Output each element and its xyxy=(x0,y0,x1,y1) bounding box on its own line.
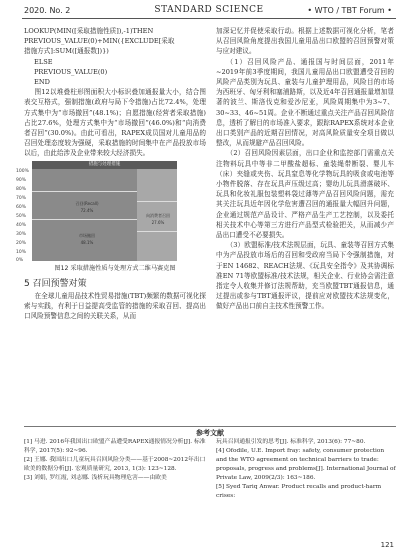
page-number: 121 xyxy=(380,541,394,549)
reference-item: [2] 王娜. 我国出口儿童玩具召回风险分类——基于2008~2012年出口欧美的数据分析[J]. 宏观质量研究, 2013, 1(3): 123~128. xyxy=(24,457,206,472)
issue-label: 2020. No. 2 xyxy=(24,6,71,15)
right-column xyxy=(216,26,394,312)
reference-item: 玩具召回通报引发的思考[J]. 标准科学, 2013(6): 77~80. xyxy=(216,439,366,445)
paragraph: （2）召回风险因素层面，出口企业和监控部门需重点关注物料玩具中等非二甲酸盐超标、童装绳带断裂、婴儿车（床）夹缝或夹伤、玩具窒息等化学物玩具的吸食或电池等小物件脱落、存在玩具声压级过高；婴幼儿玩具滑落破坏、玩具和化妆礼服包装塑料袋过薄等产品召回风险问题，需充其关注玩具近年因化学危害遭召回的通报量大幅回升问题，企业通过规范产品设计、严格产品生产工艺控制，以及委托相关技术中心等第三方进行产品型式检验把关，从而减少产品出口遭受不必要损失。 xyxy=(216,149,394,240)
y-tick: 100% xyxy=(16,168,29,174)
page-header xyxy=(0,0,418,22)
reference-item: [4] Ofodile, U.E. Import fray: safety, consumer protection and the WTO agreement on technical barriers to trade: proposals, progress and problems[J]. International Journal of Private Law, 2009(2/3): 163~186. xyxy=(216,448,396,481)
y-tick: 0% xyxy=(16,257,24,263)
y-tick: 20% xyxy=(16,240,27,246)
segment-label: 市场撤回 xyxy=(79,232,95,238)
paragraph: 在全球儿童用品技术性贸易措施(TBT)频繁的数据可视化探索与实践，有利于日益提高受监管的措施的采取召回、提高出口风险预警信息之间的关联关系，从而 xyxy=(24,292,206,321)
references-title: 参考文献 xyxy=(196,429,224,437)
y-tick: 50% xyxy=(16,213,27,219)
code-line: PREVIOUS_VALUE(0) xyxy=(34,67,108,76)
paragraph: （3）欧盟标准/技术法规层面，玩具、童装等召回方式集中为产品投放市场后的召回和受政府当局下令强制措施，对于EN 14682、REACH法规、《玩具安全指令》及其协调标准EN 71等欧盟标准/技术法规，相关企业、行业协会需注意指定令人收集并修订法规帮助，充当欧盟TBT通报信息，通过提出或参与TBT通报评议，提前应对欧盟技术法规变化，做好产品出口前自主技术性预警工作。 xyxy=(216,241,394,311)
segment-value: 72.4% xyxy=(80,207,94,213)
paragraph: 图12以堆叠柱形图面积大小标识叠加通报量大小，结合图表交互格式，强制措施(政府与局下令措施)占比72.4%，处理方式集中为“市场撤回”(48.1%)；自愿措施(经营者采取措施)占比27.6%，处理方式集中为“市场撤回”(46.0%)和“向消费者召回”(30.0%)。由此可看出，RAPEX成员国对儿童用品的召回处理态度较为强硬，采取措施的时间集中在产品投放市场以后，由此给涉及企业带来较大经济损失。 xyxy=(24,88,206,158)
mosaic-chart xyxy=(16,161,177,263)
y-tick: 30% xyxy=(16,231,27,237)
figure-caption: 图12 采取措施性质与处理方式二维马赛克图 xyxy=(54,264,176,272)
section-title: 5 召回预警对策 xyxy=(24,278,87,289)
header-rule xyxy=(22,18,396,19)
paragraph: 加深记忆并促使采取行动。根据上述数据可视化分析，笔者从召回风险角度提出我国儿童用品出口欧盟的召回预警对策与应对建议。 xyxy=(216,27,394,56)
segment-label: 向消费者召回 xyxy=(146,212,170,218)
segment-value: 48.1% xyxy=(80,239,94,245)
y-tick: 90% xyxy=(16,177,27,183)
references-left xyxy=(24,438,206,483)
references-rule xyxy=(24,426,396,427)
chart-top-label: 措施与处理措施 xyxy=(32,161,177,169)
code-line: END xyxy=(34,78,50,87)
references xyxy=(24,426,396,499)
code-block xyxy=(24,26,206,87)
references-right xyxy=(216,438,396,501)
y-tick: 60% xyxy=(16,204,27,210)
y-tick: 70% xyxy=(16,195,27,201)
y-tick: 10% xyxy=(16,249,27,255)
column-label: • WTO / TBT Forum • xyxy=(307,6,392,15)
journal-title: STANDARD SCIENCE xyxy=(154,5,264,15)
code-line: ELSE xyxy=(34,57,53,66)
segment-label: 召回(Recall) xyxy=(75,200,99,206)
paragraph: （1）召回风险产品、通报国与时间层面，2011年~2019年前3季度期间，我国儿童用品出口欧盟遭受召回的风险产品类别为玩具、童装与儿童护理用品，风险目的市场为西班牙、匈牙利和塞浦路斯，以及近4年召回通报量增加显著的波兰、斯洛伐克和爱沙尼亚，风险周期集中为3~7、30~33、46~51周。企业不断通过重点关注产品召回风险信息，透析了解目的市场准入要求，跟踪RAPEX系统对本企业出口类别产品的近期召回情况，对高风险质量安全项目做以整改，从而规避产品召回风险。 xyxy=(216,57,394,148)
reference-item: [1] 马进. 2016年我国出口欧盟产品遭受RAPEX通报情况分析[J]. 标准科学, 2017(5): 92~96. xyxy=(24,439,206,454)
y-tick: 40% xyxy=(16,222,27,228)
code-line: PREVIOUS_VALUE(0)+MIN({EXCLUDE[采取 xyxy=(24,37,175,46)
segment-value: 27.6% xyxy=(151,219,165,225)
reference-item: [3] 刘娟, 罗红霞, 刘志娜. 浅析玩具物理危害——由欧美 xyxy=(24,475,167,481)
code-line: LOOKUP(MIN([采取措施性质]),-1)THEN xyxy=(24,27,154,35)
left-column xyxy=(16,26,206,322)
reference-item: [5] Syed Tariq Anwar. Product recalls and product-harm crises: xyxy=(216,484,382,499)
code-line: 措施方式]:SUM([通报数])}) xyxy=(24,47,109,56)
y-tick: 80% xyxy=(16,186,27,192)
